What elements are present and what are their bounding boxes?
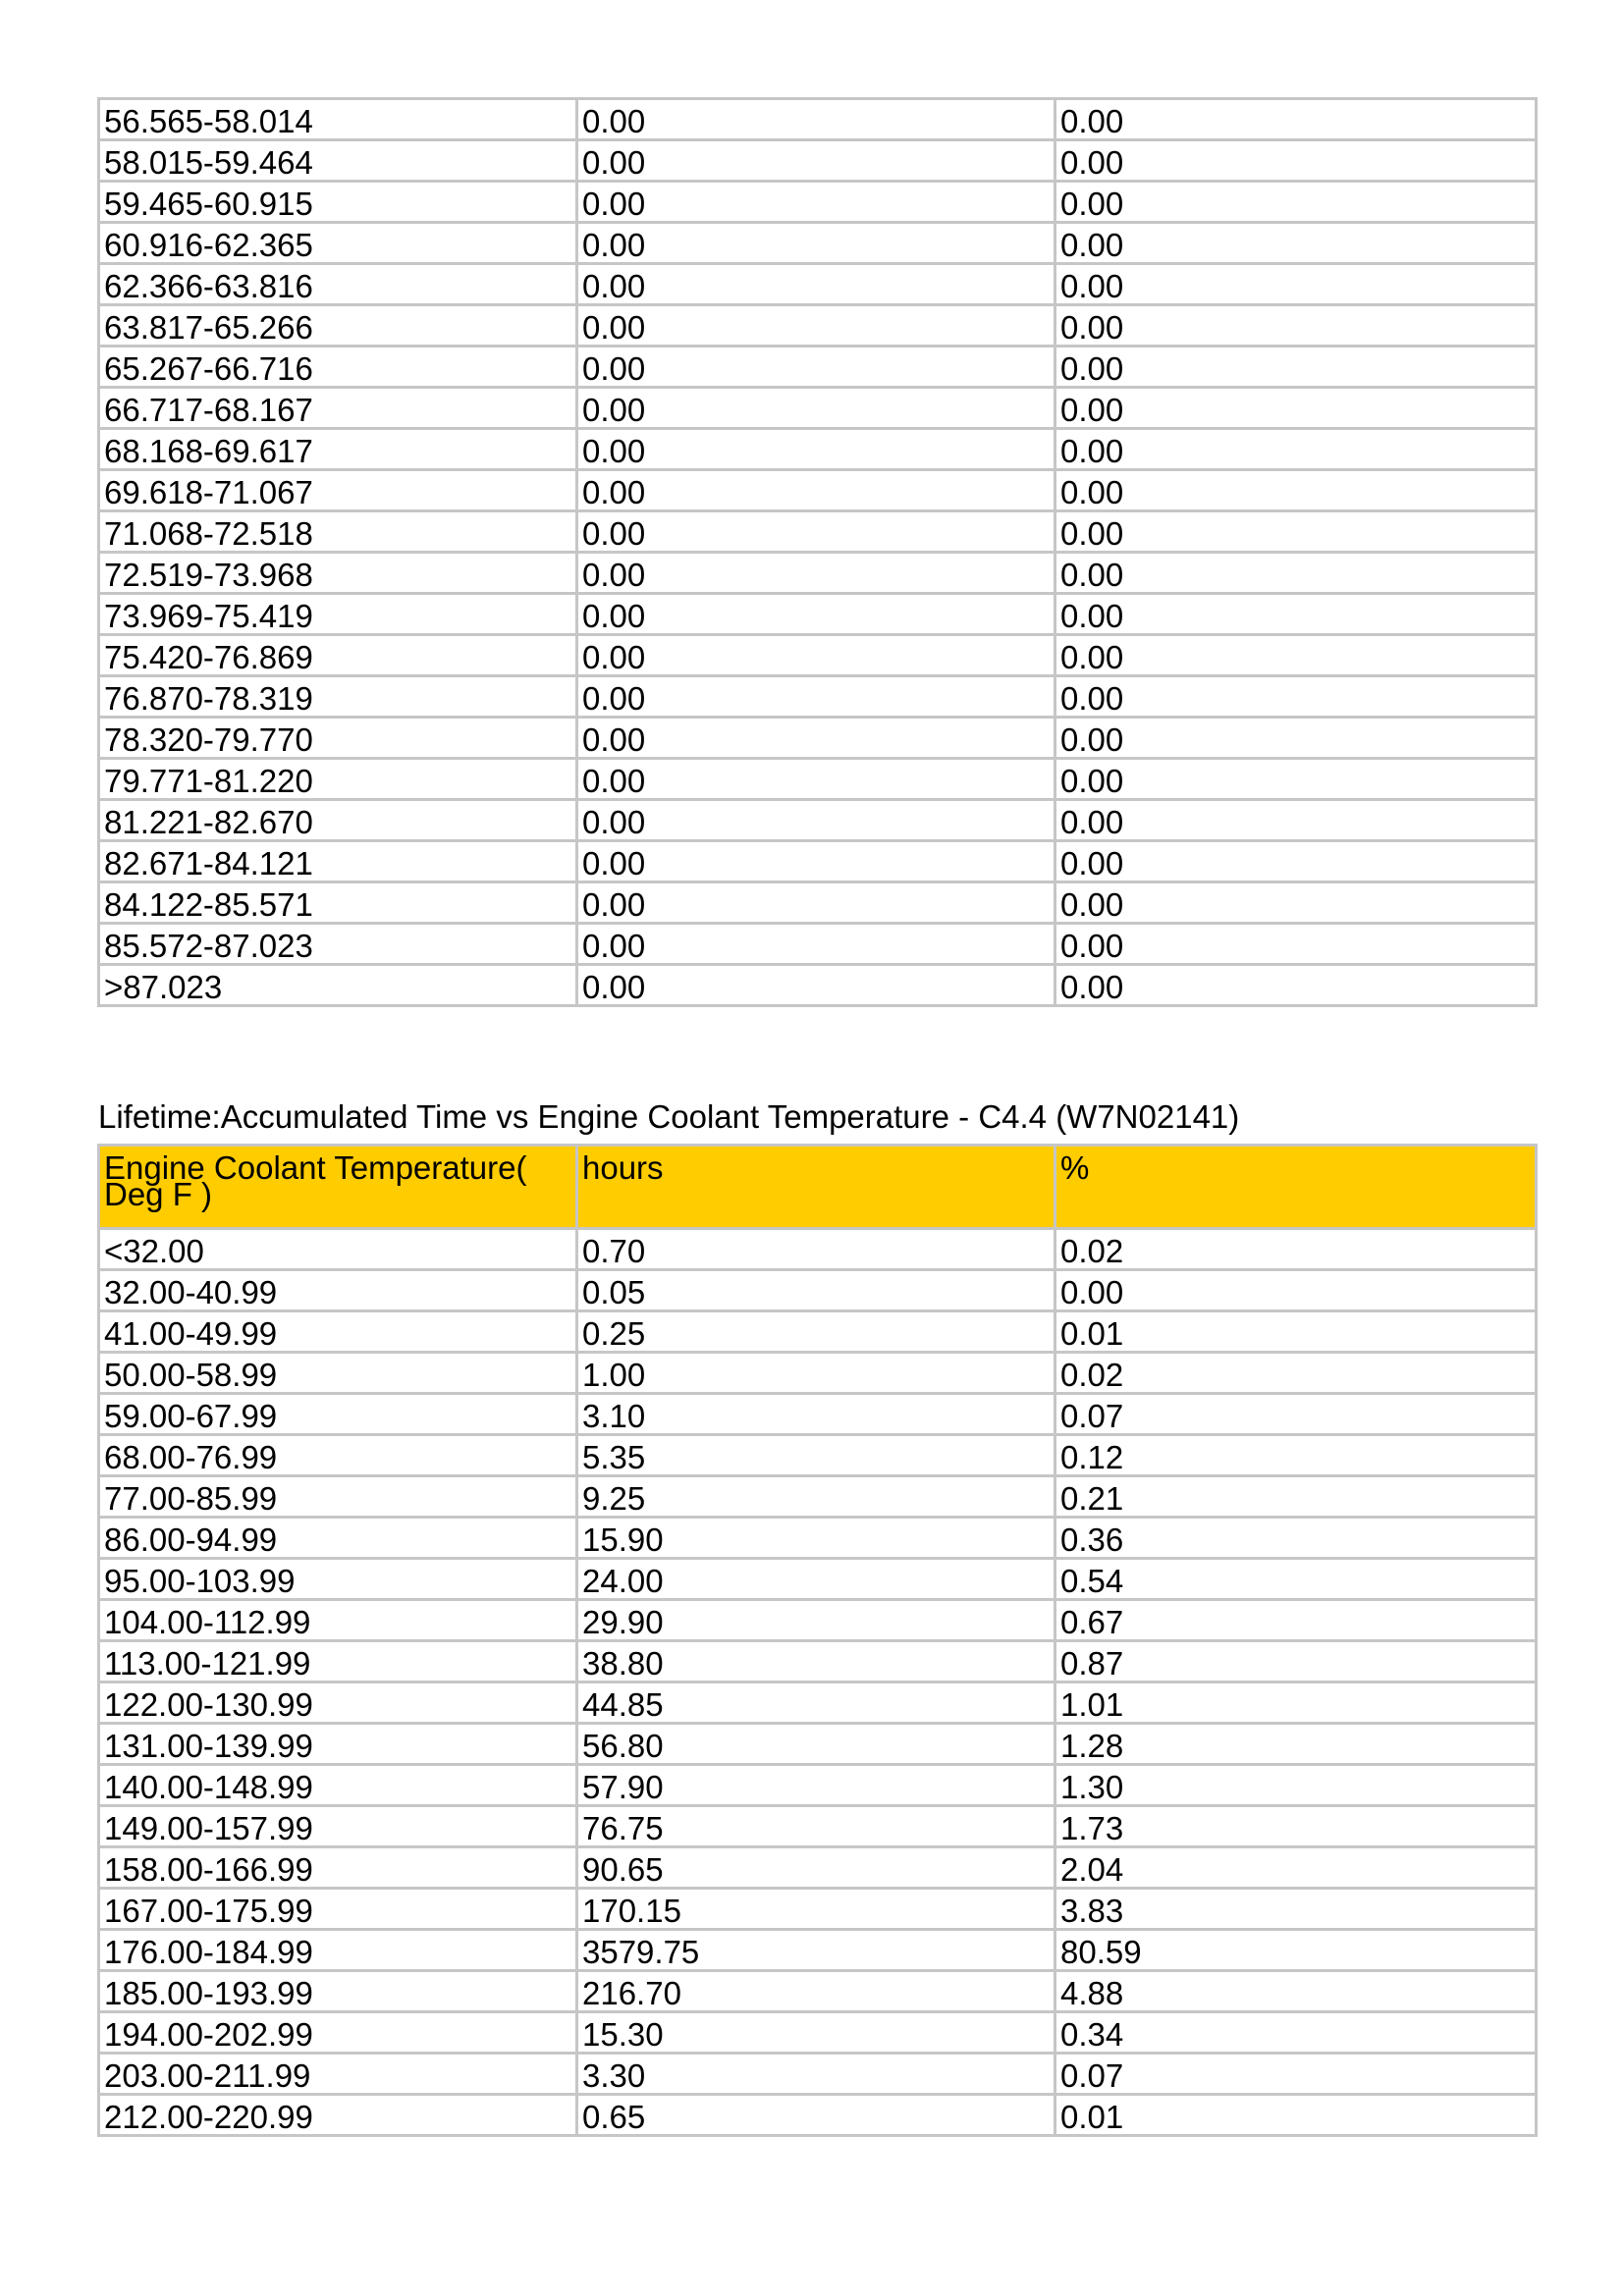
percent-cell: 1.01 <box>1055 1682 1537 1724</box>
hours-cell: 0.00 <box>577 553 1055 594</box>
table-row <box>99 1641 1537 1682</box>
range-table-body <box>99 99 1537 1006</box>
hours-cell: 170.15 <box>577 1889 1055 1930</box>
range-cell: 69.618-71.067 <box>99 470 577 511</box>
percent-cell: 0.00 <box>1055 635 1537 676</box>
hours-cell: 0.00 <box>577 924 1055 965</box>
percent-cell: 0.02 <box>1055 1229 1537 1270</box>
table-row <box>99 882 1537 924</box>
table-row <box>99 553 1537 594</box>
range-cell: 65.267-66.716 <box>99 347 577 388</box>
range-cell: >87.023 <box>99 965 577 1006</box>
range-cell: 212.00-220.99 <box>99 2095 577 2136</box>
percent-cell: 0.00 <box>1055 594 1537 635</box>
table-row <box>99 1847 1537 1889</box>
hours-cell: 5.35 <box>577 1435 1055 1476</box>
table-header-row <box>99 1146 1537 1229</box>
range-cell: 66.717-68.167 <box>99 388 577 429</box>
hours-cell: 0.00 <box>577 305 1055 347</box>
range-cell: 71.068-72.518 <box>99 511 577 553</box>
table-row <box>99 635 1537 676</box>
range-cell: 104.00-112.99 <box>99 1600 577 1641</box>
table-row <box>99 2095 1537 2136</box>
table-row <box>99 99 1537 140</box>
range-cell: 149.00-157.99 <box>99 1806 577 1847</box>
range-cell: 167.00-175.99 <box>99 1889 577 1930</box>
percent-cell: 0.00 <box>1055 965 1537 1006</box>
hours-cell: 0.00 <box>577 965 1055 1006</box>
range-cell: 84.122-85.571 <box>99 882 577 924</box>
table-row <box>99 429 1537 470</box>
hours-cell: 0.00 <box>577 388 1055 429</box>
hours-cell: 0.00 <box>577 800 1055 841</box>
hours-cell: 90.65 <box>577 1847 1055 1889</box>
hours-cell: 0.00 <box>577 182 1055 223</box>
hours-cell: 0.00 <box>577 718 1055 759</box>
range-cell: 79.771-81.220 <box>99 759 577 800</box>
range-cell: 62.366-63.816 <box>99 264 577 305</box>
hours-cell: 29.90 <box>577 1600 1055 1641</box>
table-row <box>99 1311 1537 1353</box>
range-cell: 81.221-82.670 <box>99 800 577 841</box>
percent-cell: 3.83 <box>1055 1889 1537 1930</box>
range-cell: 68.168-69.617 <box>99 429 577 470</box>
percent-cell: 0.87 <box>1055 1641 1537 1682</box>
range-cell: 56.565-58.014 <box>99 99 577 140</box>
header-temperature: Engine Coolant Temperature( Deg F ) <box>99 1146 577 1229</box>
hours-cell: 0.00 <box>577 841 1055 882</box>
range-cell: 73.969-75.419 <box>99 594 577 635</box>
table-row <box>99 759 1537 800</box>
table-row <box>99 140 1537 182</box>
hours-cell: 0.70 <box>577 1229 1055 1270</box>
hours-cell: 0.00 <box>577 511 1055 553</box>
range-cell: 59.465-60.915 <box>99 182 577 223</box>
header-hours: hours <box>577 1146 1055 1229</box>
table-row <box>99 1476 1537 1518</box>
range-cell: 140.00-148.99 <box>99 1765 577 1806</box>
percent-cell: 0.21 <box>1055 1476 1537 1518</box>
hours-cell: 0.00 <box>577 759 1055 800</box>
range-cell: 76.870-78.319 <box>99 676 577 718</box>
percent-cell: 0.00 <box>1055 1270 1537 1311</box>
table-row <box>99 388 1537 429</box>
table-row <box>99 1889 1537 1930</box>
table-row <box>99 924 1537 965</box>
range-cell: 131.00-139.99 <box>99 1724 577 1765</box>
percent-cell: 0.67 <box>1055 1600 1537 1641</box>
percent-cell: 0.12 <box>1055 1435 1537 1476</box>
hours-cell: 0.00 <box>577 882 1055 924</box>
percent-cell: 0.01 <box>1055 1311 1537 1353</box>
hours-cell: 3.30 <box>577 2054 1055 2095</box>
percent-cell: 0.00 <box>1055 140 1537 182</box>
percent-cell: 0.00 <box>1055 511 1537 553</box>
range-cell: 86.00-94.99 <box>99 1518 577 1559</box>
hours-cell: 0.00 <box>577 429 1055 470</box>
percent-cell: 2.04 <box>1055 1847 1537 1889</box>
hours-cell: 9.25 <box>577 1476 1055 1518</box>
hours-cell: 0.00 <box>577 99 1055 140</box>
hours-cell: 57.90 <box>577 1765 1055 1806</box>
hours-cell: 76.75 <box>577 1806 1055 1847</box>
percent-cell: 1.28 <box>1055 1724 1537 1765</box>
table-row <box>99 1353 1537 1394</box>
table-row <box>99 1518 1537 1559</box>
percent-cell: 0.00 <box>1055 553 1537 594</box>
range-cell: 113.00-121.99 <box>99 1641 577 1682</box>
hours-cell: 56.80 <box>577 1724 1055 1765</box>
coolant-temperature-table <box>97 1144 1538 2137</box>
table-row <box>99 2012 1537 2054</box>
range-cell: 77.00-85.99 <box>99 1476 577 1518</box>
percent-cell: 0.02 <box>1055 1353 1537 1394</box>
table-row <box>99 594 1537 635</box>
hours-cell: 0.00 <box>577 470 1055 511</box>
percent-cell: 0.00 <box>1055 676 1537 718</box>
hours-cell: 0.00 <box>577 223 1055 264</box>
section-title: Lifetime:Accumulated Time vs Engine Coolant Temperature - C4.4 (W7N02141) <box>98 1098 1240 1135</box>
percent-cell: 0.54 <box>1055 1559 1537 1600</box>
percent-cell: 0.00 <box>1055 388 1537 429</box>
range-cell: 78.320-79.770 <box>99 718 577 759</box>
range-table-continued <box>97 97 1538 1007</box>
table-row <box>99 841 1537 882</box>
range-cell: 185.00-193.99 <box>99 1971 577 2012</box>
table-row <box>99 347 1537 388</box>
percent-cell: 0.00 <box>1055 347 1537 388</box>
range-cell: 82.671-84.121 <box>99 841 577 882</box>
range-cell: 122.00-130.99 <box>99 1682 577 1724</box>
percent-cell: 0.07 <box>1055 1394 1537 1435</box>
table-row <box>99 718 1537 759</box>
percent-cell: 0.00 <box>1055 759 1537 800</box>
table-row <box>99 305 1537 347</box>
table-row <box>99 2054 1537 2095</box>
range-cell: 68.00-76.99 <box>99 1435 577 1476</box>
table-row <box>99 470 1537 511</box>
table-row <box>99 1971 1537 2012</box>
table-row <box>99 1600 1537 1641</box>
percent-cell: 0.00 <box>1055 99 1537 140</box>
hours-cell: 0.05 <box>577 1270 1055 1311</box>
table-row <box>99 676 1537 718</box>
hours-cell: 0.00 <box>577 594 1055 635</box>
hours-cell: 0.25 <box>577 1311 1055 1353</box>
hours-cell: 0.00 <box>577 635 1055 676</box>
percent-cell: 0.00 <box>1055 429 1537 470</box>
table-row <box>99 223 1537 264</box>
percent-cell: 0.34 <box>1055 2012 1537 2054</box>
table-row <box>99 1229 1537 1270</box>
header-percent: % <box>1055 1146 1537 1229</box>
table-row <box>99 264 1537 305</box>
table-row <box>99 1270 1537 1311</box>
range-cell: 75.420-76.869 <box>99 635 577 676</box>
hours-cell: 0.00 <box>577 347 1055 388</box>
range-cell: 95.00-103.99 <box>99 1559 577 1600</box>
hours-cell: 15.30 <box>577 2012 1055 2054</box>
percent-cell: 80.59 <box>1055 1930 1537 1971</box>
table-row <box>99 965 1537 1006</box>
range-cell: 158.00-166.99 <box>99 1847 577 1889</box>
hours-cell: 0.00 <box>577 140 1055 182</box>
range-cell: 63.817-65.266 <box>99 305 577 347</box>
percent-cell: 0.00 <box>1055 841 1537 882</box>
percent-cell: 0.00 <box>1055 223 1537 264</box>
range-cell: 50.00-58.99 <box>99 1353 577 1394</box>
hours-cell: 44.85 <box>577 1682 1055 1724</box>
percent-cell: 0.00 <box>1055 718 1537 759</box>
table-row <box>99 511 1537 553</box>
range-cell: 58.015-59.464 <box>99 140 577 182</box>
percent-cell: 0.07 <box>1055 2054 1537 2095</box>
percent-cell: 1.73 <box>1055 1806 1537 1847</box>
percent-cell: 0.00 <box>1055 800 1537 841</box>
hours-cell: 0.00 <box>577 676 1055 718</box>
range-cell: 59.00-67.99 <box>99 1394 577 1435</box>
table-row <box>99 1394 1537 1435</box>
percent-cell: 0.01 <box>1055 2095 1537 2136</box>
range-cell: 60.916-62.365 <box>99 223 577 264</box>
range-cell: 41.00-49.99 <box>99 1311 577 1353</box>
percent-cell: 0.00 <box>1055 470 1537 511</box>
hours-cell: 0.00 <box>577 264 1055 305</box>
hours-cell: 3579.75 <box>577 1930 1055 1971</box>
hours-cell: 3.10 <box>577 1394 1055 1435</box>
table-row <box>99 1682 1537 1724</box>
coolant-table-body <box>99 1229 1537 2136</box>
table-row <box>99 182 1537 223</box>
range-cell: 203.00-211.99 <box>99 2054 577 2095</box>
range-cell: 72.519-73.968 <box>99 553 577 594</box>
percent-cell: 0.00 <box>1055 182 1537 223</box>
range-cell: <32.00 <box>99 1229 577 1270</box>
percent-cell: 0.00 <box>1055 882 1537 924</box>
table-row <box>99 1806 1537 1847</box>
hours-cell: 0.65 <box>577 2095 1055 2136</box>
table-row <box>99 1930 1537 1971</box>
table-row <box>99 1765 1537 1806</box>
percent-cell: 0.00 <box>1055 264 1537 305</box>
table-row <box>99 1559 1537 1600</box>
range-cell: 194.00-202.99 <box>99 2012 577 2054</box>
percent-cell: 4.88 <box>1055 1971 1537 2012</box>
percent-cell: 1.30 <box>1055 1765 1537 1806</box>
percent-cell: 0.00 <box>1055 924 1537 965</box>
hours-cell: 216.70 <box>577 1971 1055 2012</box>
table-row <box>99 800 1537 841</box>
table-row <box>99 1724 1537 1765</box>
table-row <box>99 1435 1537 1476</box>
hours-cell: 24.00 <box>577 1559 1055 1600</box>
range-cell: 85.572-87.023 <box>99 924 577 965</box>
hours-cell: 15.90 <box>577 1518 1055 1559</box>
range-cell: 176.00-184.99 <box>99 1930 577 1971</box>
percent-cell: 0.00 <box>1055 305 1537 347</box>
percent-cell: 0.36 <box>1055 1518 1537 1559</box>
hours-cell: 38.80 <box>577 1641 1055 1682</box>
range-cell: 32.00-40.99 <box>99 1270 577 1311</box>
hours-cell: 1.00 <box>577 1353 1055 1394</box>
